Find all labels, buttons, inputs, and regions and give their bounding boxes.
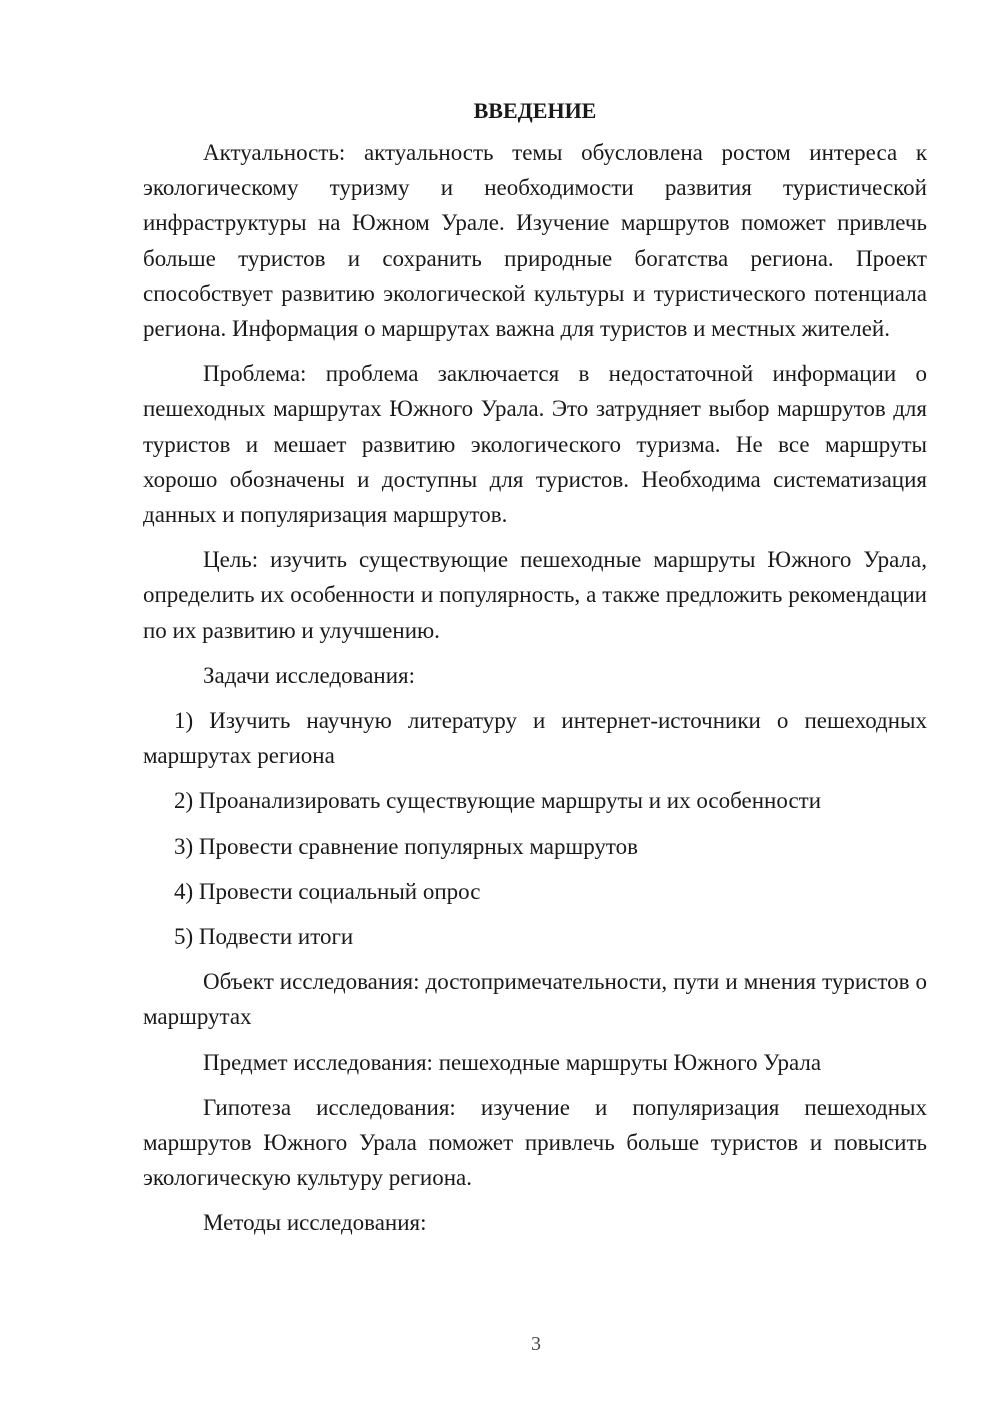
task-item-4: 4) Провести социальный опрос xyxy=(174,878,481,904)
methods-heading: Методы исследования: xyxy=(203,1210,427,1236)
relevance-paragraph: Актуальность: актуальность темы обусловлена ростом интереса к экологическому туризму и необходимости развития туристической инфраструктуры на Южном Урале. Изучение маршрутов поможет привлечь больше туристов и сохранить природные богатства региона. Проект способствует развитию экологической культуры и туристического потенциала региона. Информация о маршрутах важна для туристов и местных жителей. xyxy=(143,140,927,342)
problem-paragraph: Проблема: проблема заключается в недостаточной информации о пешеходных маршрутах Южного Урала. Это затрудняет выбор маршрутов для туристов и мешает развитию экологического туризма. Не все маршруты хорошо обозначены и доступны для туристов. Необходима систематизация данных и популяризация маршрутов. xyxy=(143,361,927,528)
section-title: ВВЕДЕНИЕ xyxy=(473,98,597,123)
document-page xyxy=(143,96,927,1251)
goal-paragraph: Цель: изучить существующие пешеходные маршруты Южного Урала, определить их особенности и популярность, а также предложить рекомендации по их развитию и улучшению. xyxy=(143,547,927,643)
task-item-2: 2) Проанализировать существующие маршруты и их особенности xyxy=(174,788,822,814)
page-number: 3 xyxy=(531,1333,541,1355)
task-item-5: 5) Подвести итоги xyxy=(174,924,354,950)
object-paragraph: Объект исследования: достопримечательности, пути и мнения туристов о маршрутах xyxy=(143,969,927,1030)
task-item-1: 1) Изучить научную литературу и интернет-источники о пешеходных маршрутах региона xyxy=(143,708,927,769)
hypothesis-paragraph: Гипотеза исследования: изучение и популяризация пешеходных маршрутов Южного Урала поможет привлечь больше туристов и повысить экологическую культуру региона. xyxy=(143,1094,927,1191)
task-item-3: 3) Провести сравнение популярных маршрутов xyxy=(174,833,639,859)
tasks-heading: Задачи исследования: xyxy=(203,662,416,688)
subject-paragraph: Предмет исследования: пешеходные маршруты Южного Урала xyxy=(203,1049,822,1075)
